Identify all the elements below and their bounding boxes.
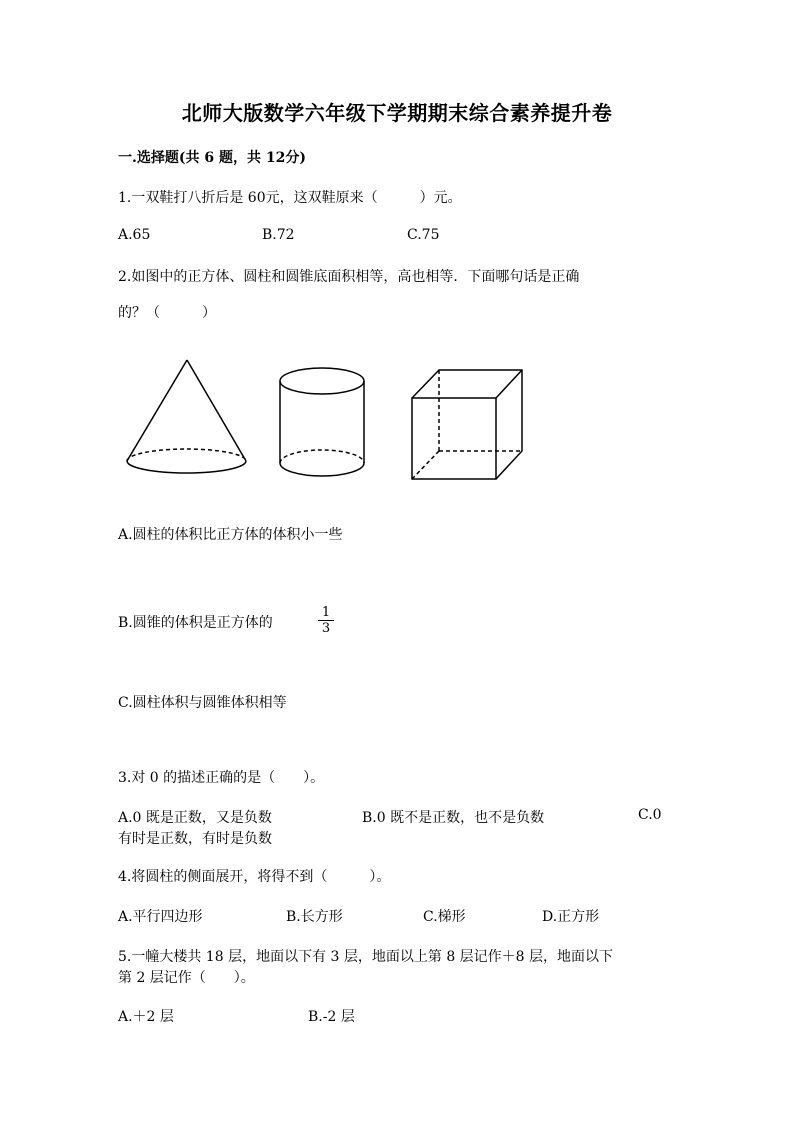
question-1-option-c[interactable]: C.75 xyxy=(407,227,440,243)
question-4-option-b[interactable]: B.长方形 xyxy=(286,909,343,925)
fraction-numerator: 1 xyxy=(318,605,334,621)
question-3-option-a[interactable]: A.0 既是正数，又是负数 xyxy=(118,810,272,826)
question-4-option-d[interactable]: D.正方形 xyxy=(542,909,600,925)
cube-icon xyxy=(412,370,522,479)
section-heading: 一.选择题(共 6 题，共 12分) xyxy=(118,150,306,166)
question-4-option-c[interactable]: C.梯形 xyxy=(423,909,466,925)
question-5-text-line1: 5.一幢大楼共 18 层，地面以下有 3 层，地面以上第 8 层记作＋8 层，地面以下 xyxy=(118,949,614,965)
question-2-text-line2: 的？（ ） xyxy=(118,305,216,321)
question-1-text: 1.一双鞋打八折后是 60元，这双鞋原来（ ）元。 xyxy=(118,190,462,206)
cylinder-icon xyxy=(280,368,364,476)
question-1-option-b[interactable]: B.72 xyxy=(262,227,295,243)
question-2-text-line1: 2.如图中的正方体、圆柱和圆锥底面积相等，高也相等．下面哪句话是正确 xyxy=(118,269,580,285)
page-title: 北师大版数学六年级下学期期末综合素养提升卷 xyxy=(181,101,613,125)
question-2-option-c[interactable]: C.圆柱体积与圆锥体积相等 xyxy=(118,695,287,711)
question-3-option-b[interactable]: B.0 既不是正数，也不是负数 xyxy=(362,810,545,826)
question-2-option-b[interactable]: B.圆锥的体积是正方体的 xyxy=(118,615,273,631)
question-3-text: 3.对 0 的描述正确的是（ ）。 xyxy=(118,770,325,786)
question-5-text-line2: 第 2 层记作（ ）。 xyxy=(118,970,255,986)
question-5-option-a[interactable]: A.＋2 层 xyxy=(118,1009,174,1025)
question-3-option-c-continued: 有时是正数，有时是负数 xyxy=(118,831,272,847)
fraction-one-third xyxy=(318,605,334,636)
question-4-text: 4.将圆柱的侧面展开，将得不到（ ）。 xyxy=(118,869,391,885)
question-3-option-c[interactable]: C.0 xyxy=(638,807,662,823)
cone-icon xyxy=(127,360,246,473)
question-1-option-a[interactable]: A.65 xyxy=(118,227,151,243)
question-4-option-a[interactable]: A.平行四边形 xyxy=(118,909,203,925)
fraction-denominator: 3 xyxy=(321,621,331,636)
question-2-option-a[interactable]: A.圆柱的体积比正方体的体积小一些 xyxy=(118,527,343,543)
question-5-option-b[interactable]: B.-2 层 xyxy=(308,1009,355,1025)
